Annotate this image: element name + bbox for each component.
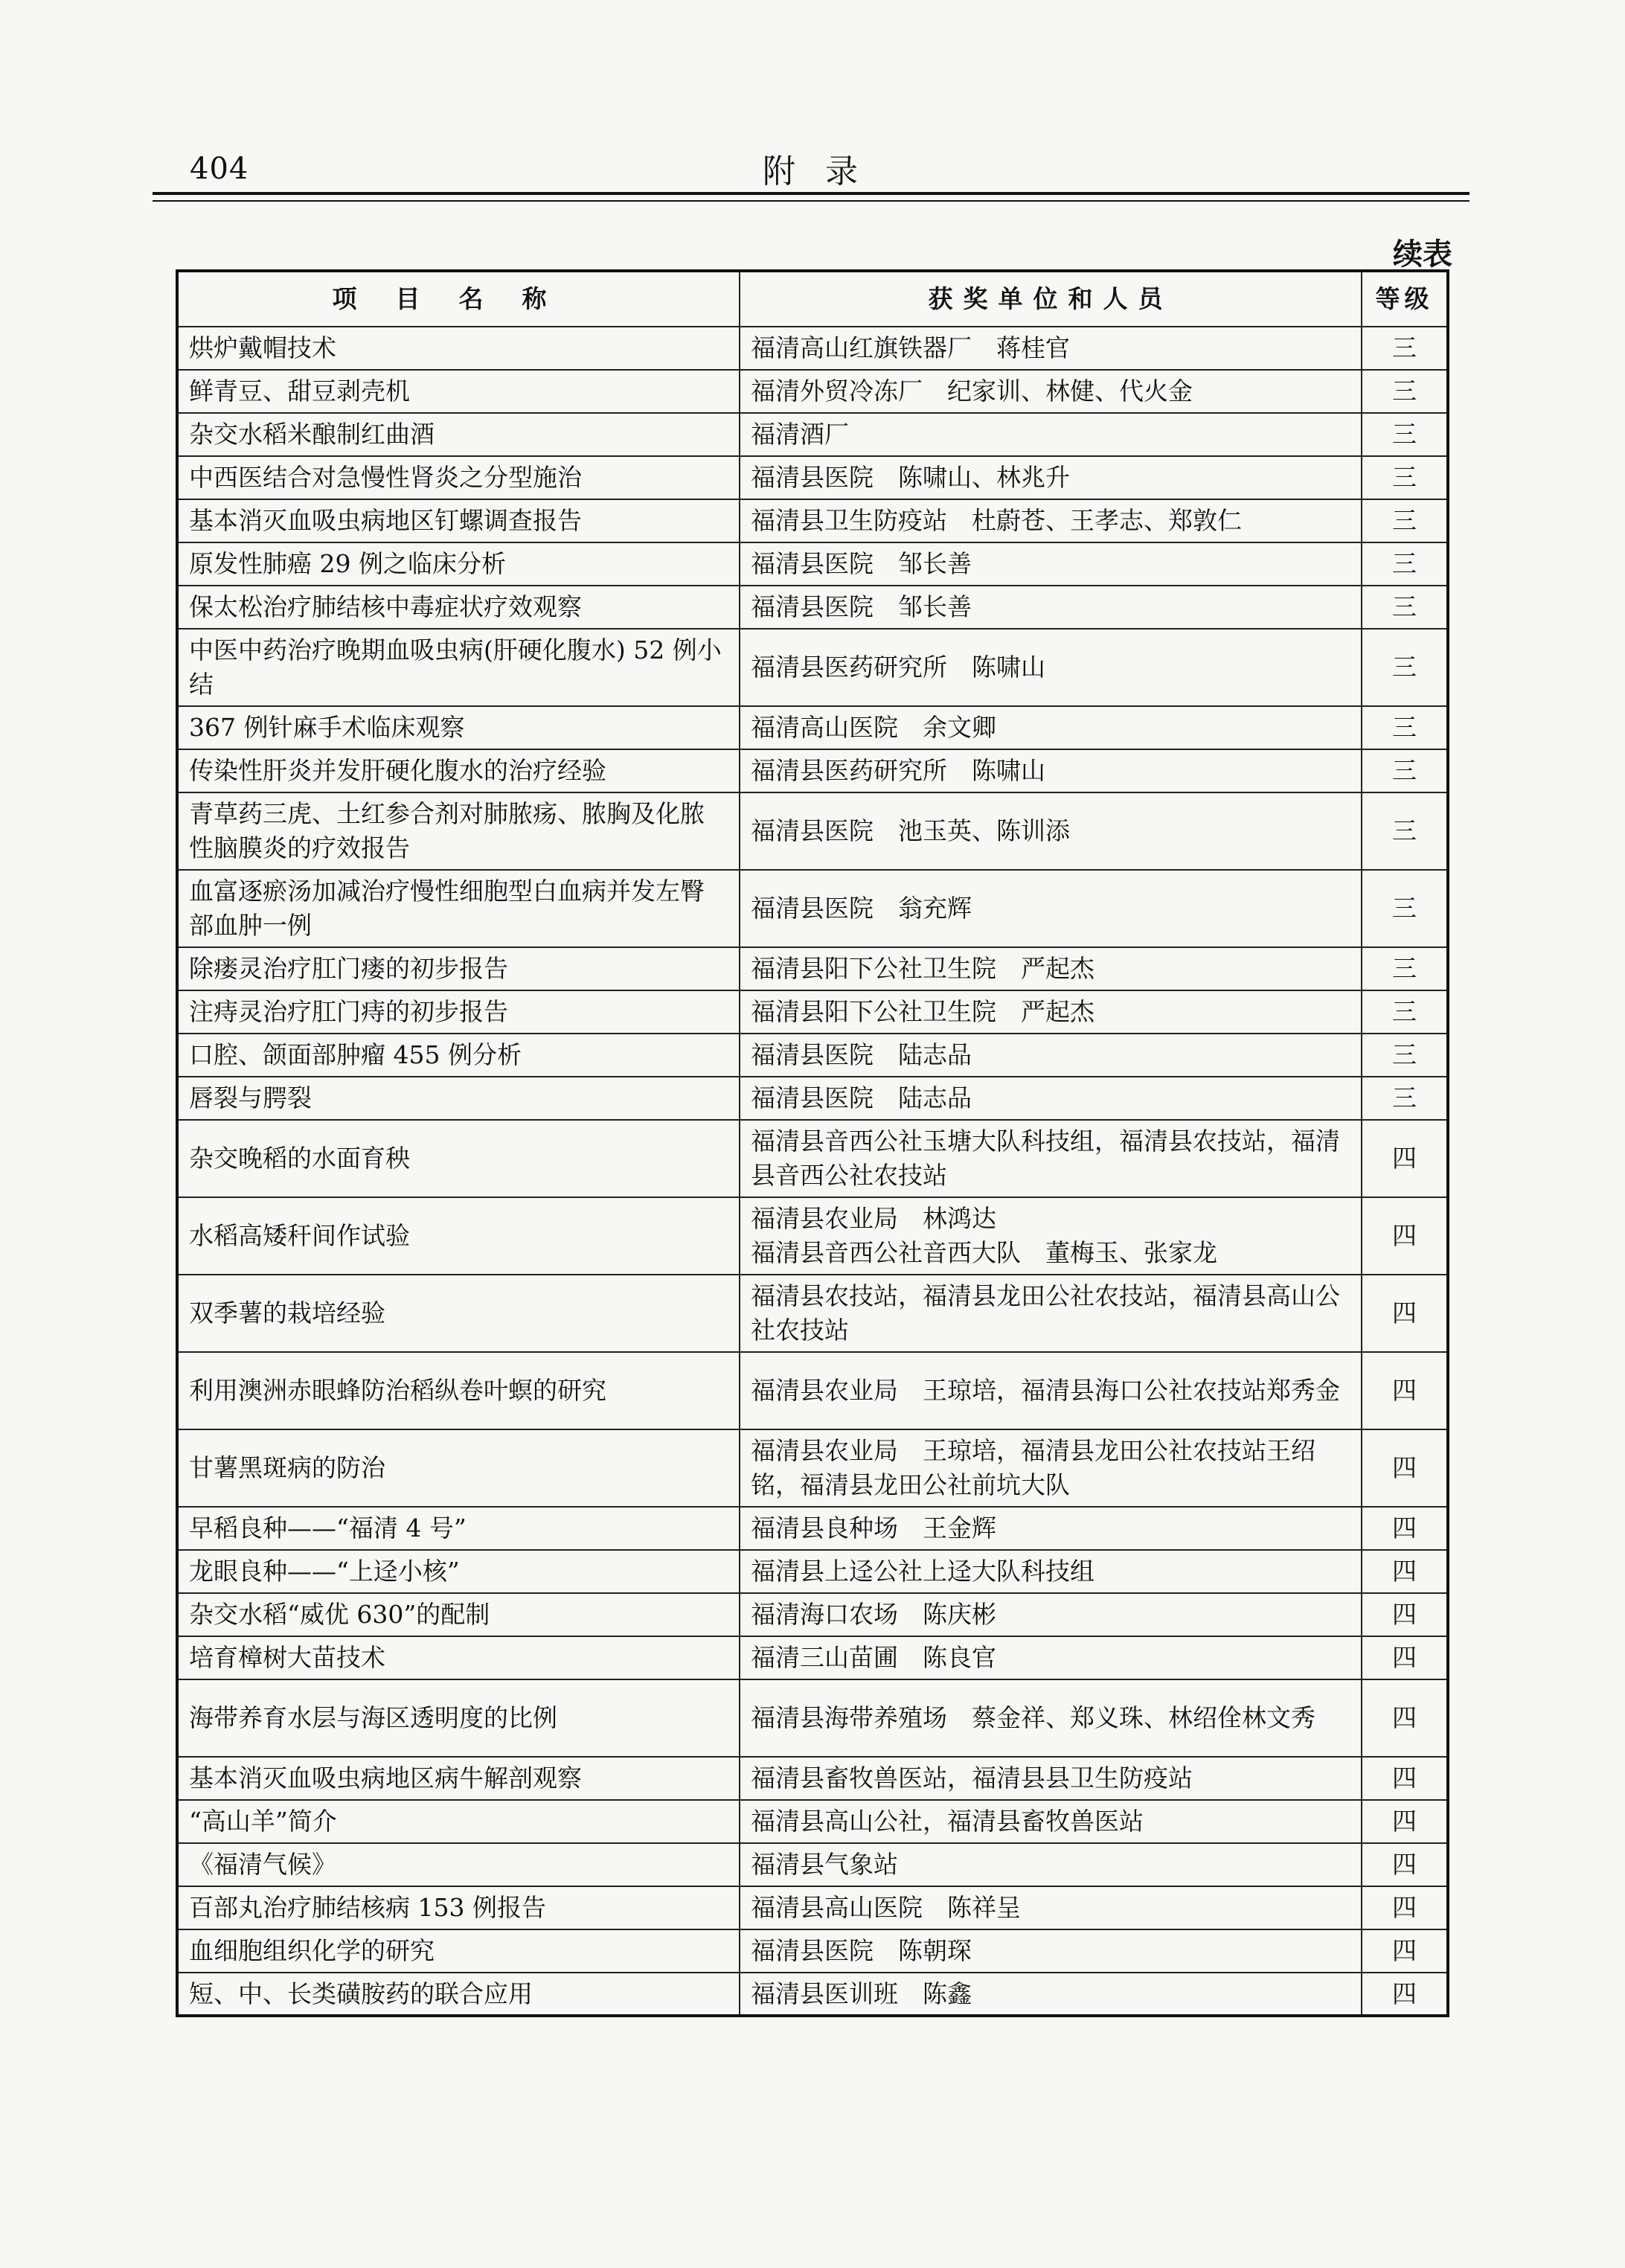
grade-cell: 三 xyxy=(1362,870,1448,947)
project-name-cell: 注痔灵治疗肛门痔的初步报告 xyxy=(177,990,740,1034)
grade-cell: 三 xyxy=(1362,1077,1448,1120)
award-unit-cell: 福清酒厂 xyxy=(740,413,1362,456)
project-name-cell: 367 例针麻手术临床观察 xyxy=(177,706,740,749)
table-row xyxy=(177,542,1448,586)
table-row xyxy=(177,1120,1448,1197)
table-row xyxy=(177,370,1448,413)
project-name-cell: 龙眼良种——“上迳小核” xyxy=(177,1550,740,1593)
table-row xyxy=(177,1593,1448,1636)
section-title: 附录 xyxy=(763,153,888,190)
award-unit-cell: 福清县医药研究所 陈啸山 xyxy=(740,629,1362,706)
table-row xyxy=(177,586,1448,629)
project-name-cell: 中西医结合对急慢性肾炎之分型施治 xyxy=(177,456,740,499)
project-name-cell: 双季薯的栽培经验 xyxy=(177,1275,740,1352)
grade-cell: 三 xyxy=(1362,792,1448,870)
project-name-cell: 杂交晚稻的水面育秧 xyxy=(177,1120,740,1197)
table-row xyxy=(177,792,1448,870)
project-name-cell: 《福清气候》 xyxy=(177,1843,740,1886)
column-header-name: 项目名称 xyxy=(177,271,740,327)
grade-cell: 三 xyxy=(1362,586,1448,629)
award-unit-cell: 福清县医院 陆志品 xyxy=(740,1034,1362,1077)
project-name-cell: 杂交水稻“威优 630”的配制 xyxy=(177,1593,740,1636)
table-row xyxy=(177,1429,1448,1507)
grade-cell: 三 xyxy=(1362,413,1448,456)
award-unit-cell: 福清县医院 陆志品 xyxy=(740,1077,1362,1120)
grade-cell: 四 xyxy=(1362,1636,1448,1679)
project-name-cell: 水稻高矮秆间作试验 xyxy=(177,1197,740,1275)
award-unit-cell: 福清县医院 池玉英、陈训添 xyxy=(740,792,1362,870)
award-unit-cell: 福清县医院 翁充辉 xyxy=(740,870,1362,947)
project-name-cell: 基本消灭血吸虫病地区病牛解剖观察 xyxy=(177,1757,740,1800)
grade-cell: 三 xyxy=(1362,706,1448,749)
award-unit-cell: 福清外贸冷冻厂 纪家训、林健、代火金 xyxy=(740,370,1362,413)
table-row xyxy=(177,706,1448,749)
project-name-cell: 血富逐瘀汤加减治疗慢性细胞型白血病并发左臀部血肿一例 xyxy=(177,870,740,947)
grade-cell: 四 xyxy=(1362,1800,1448,1843)
award-unit-cell: 福清县畜牧兽医站，福清县县卫生防疫站 xyxy=(740,1757,1362,1800)
table-row xyxy=(177,1929,1448,1973)
grade-cell: 四 xyxy=(1362,1197,1448,1275)
table-row xyxy=(177,1843,1448,1886)
table-row xyxy=(177,413,1448,456)
table-row xyxy=(177,1077,1448,1120)
project-name-cell: 鲜青豆、甜豆剥壳机 xyxy=(177,370,740,413)
award-unit-cell: 福清县医院 陈啸山、林兆升 xyxy=(740,456,1362,499)
award-unit-cell: 福清三山苗圃 陈良官 xyxy=(740,1636,1362,1679)
grade-cell: 三 xyxy=(1362,327,1448,370)
table-row xyxy=(177,456,1448,499)
project-name-cell: 短、中、长类磺胺药的联合应用 xyxy=(177,1973,740,2016)
project-name-cell: 甘薯黑斑病的防治 xyxy=(177,1429,740,1507)
award-unit-cell: 福清县音西公社玉塘大队科技组，福清县农技站，福清县音西公社农技站 xyxy=(740,1120,1362,1197)
grade-cell: 四 xyxy=(1362,1120,1448,1197)
award-unit-cell: 福清县上迳公社上迳大队科技组 xyxy=(740,1550,1362,1593)
table-row xyxy=(177,327,1448,370)
award-unit-cell: 福清县农技站，福清县龙田公社农技站，福清县高山公社农技站 xyxy=(740,1275,1362,1352)
award-unit-cell: 福清高山医院 余文卿 xyxy=(740,706,1362,749)
project-name-cell: 烘炉戴帽技术 xyxy=(177,327,740,370)
grade-cell: 三 xyxy=(1362,749,1448,792)
grade-cell: 四 xyxy=(1362,1843,1448,1886)
table-row xyxy=(177,1973,1448,2016)
award-unit-cell: 福清县医训班 陈鑫 xyxy=(740,1973,1362,2016)
award-unit-cell: 福清高山红旗铁器厂 蒋桂官 xyxy=(740,327,1362,370)
grade-cell: 四 xyxy=(1362,1429,1448,1507)
project-name-cell: 杂交水稻米酿制红曲酒 xyxy=(177,413,740,456)
table-row xyxy=(177,1034,1448,1077)
project-name-cell: 唇裂与腭裂 xyxy=(177,1077,740,1120)
table-row xyxy=(177,990,1448,1034)
column-header-unit: 获奖单位和人员 xyxy=(740,271,1362,327)
grade-cell: 三 xyxy=(1362,990,1448,1034)
table-row xyxy=(177,499,1448,542)
table-header-row xyxy=(177,271,1448,327)
table-body xyxy=(177,327,1448,2016)
grade-cell: 三 xyxy=(1362,370,1448,413)
award-unit-cell: 福清县医院 邹长善 xyxy=(740,542,1362,586)
awards-table xyxy=(176,269,1449,2017)
award-unit-cell: 福清县医院 陈朝琛 xyxy=(740,1929,1362,1973)
project-name-cell: 传染性肝炎并发肝硬化腹水的治疗经验 xyxy=(177,749,740,792)
grade-cell: 四 xyxy=(1362,1886,1448,1929)
table-row xyxy=(177,1197,1448,1275)
grade-cell: 四 xyxy=(1362,1352,1448,1429)
grade-cell: 三 xyxy=(1362,499,1448,542)
project-name-cell: “高山羊”简介 xyxy=(177,1800,740,1843)
project-name-cell: 海带养育水层与海区透明度的比例 xyxy=(177,1679,740,1757)
award-unit-cell: 福清县良种场 王金辉 xyxy=(740,1507,1362,1550)
project-name-cell: 口腔、颌面部肿瘤 455 例分析 xyxy=(177,1034,740,1077)
page-number: 404 xyxy=(190,152,249,186)
project-name-cell: 血细胞组织化学的研究 xyxy=(177,1929,740,1973)
award-unit-cell: 福清县高山医院 陈祥呈 xyxy=(740,1886,1362,1929)
grade-cell: 四 xyxy=(1362,1550,1448,1593)
award-unit-cell: 福清县农业局 王琼培，福清县龙田公社农技站王绍铭，福清县龙田公社前坑大队 xyxy=(740,1429,1362,1507)
award-unit-cell: 福清县医药研究所 陈啸山 xyxy=(740,749,1362,792)
table-row xyxy=(177,1550,1448,1593)
table-row xyxy=(177,1275,1448,1352)
table-row xyxy=(177,749,1448,792)
table-row xyxy=(177,1886,1448,1929)
award-unit-cell: 福清县高山公社，福清县畜牧兽医站 xyxy=(740,1800,1362,1843)
award-unit-cell: 福清县阳下公社卫生院 严起杰 xyxy=(740,990,1362,1034)
award-unit-cell: 福清县阳下公社卫生院 严起杰 xyxy=(740,947,1362,990)
award-unit-cell: 福清县海带养殖场 蔡金祥、郑义珠、林绍佺林文秀 xyxy=(740,1679,1362,1757)
table-row xyxy=(177,629,1448,706)
table-row xyxy=(177,1352,1448,1429)
grade-cell: 四 xyxy=(1362,1757,1448,1800)
award-unit-cell: 福清县医院 邹长善 xyxy=(740,586,1362,629)
grade-cell: 四 xyxy=(1362,1275,1448,1352)
header-rule xyxy=(153,192,1469,202)
award-unit-cell: 福清县农业局 王琼培，福清县海口公社农技站郑秀金 xyxy=(740,1352,1362,1429)
project-name-cell: 百部丸治疗肺结核病 153 例报告 xyxy=(177,1886,740,1929)
project-name-cell: 基本消灭血吸虫病地区钉螺调查报告 xyxy=(177,499,740,542)
project-name-cell: 原发性肺癌 29 例之临床分析 xyxy=(177,542,740,586)
column-header-grade: 等级 xyxy=(1362,271,1448,327)
award-unit-cell: 福清县卫生防疫站 杜蔚苍、王孝志、郑敦仁 xyxy=(740,499,1362,542)
grade-cell: 三 xyxy=(1362,542,1448,586)
project-name-cell: 中医中药治疗晚期血吸虫病(肝硬化腹水) 52 例小结 xyxy=(177,629,740,706)
project-name-cell: 早稻良种——“福清 4 号” xyxy=(177,1507,740,1550)
continued-label: 续表 xyxy=(1393,237,1452,272)
award-unit-cell: 福清县气象站 xyxy=(740,1843,1362,1886)
grade-cell: 四 xyxy=(1362,1679,1448,1757)
project-name-cell: 保太松治疗肺结核中毒症状疗效观察 xyxy=(177,586,740,629)
award-unit-cell: 福清海口农场 陈庆彬 xyxy=(740,1593,1362,1636)
page-header xyxy=(153,141,1469,193)
project-name-cell: 除瘘灵治疗肛门瘘的初步报告 xyxy=(177,947,740,990)
table-row xyxy=(177,1679,1448,1757)
table-row xyxy=(177,1636,1448,1679)
project-name-cell: 利用澳洲赤眼蜂防治稻纵卷叶螟的研究 xyxy=(177,1352,740,1429)
grade-cell: 三 xyxy=(1362,1034,1448,1077)
table-row xyxy=(177,1757,1448,1800)
grade-cell: 四 xyxy=(1362,1929,1448,1973)
grade-cell: 三 xyxy=(1362,947,1448,990)
grade-cell: 四 xyxy=(1362,1593,1448,1636)
table-row xyxy=(177,870,1448,947)
award-unit-cell: 福清县农业局 林鸿达 福清县音西公社音西大队 董梅玉、张家龙 xyxy=(740,1197,1362,1275)
grade-cell: 四 xyxy=(1362,1507,1448,1550)
grade-cell: 三 xyxy=(1362,629,1448,706)
project-name-cell: 培育樟树大苗技术 xyxy=(177,1636,740,1679)
grade-cell: 四 xyxy=(1362,1973,1448,2016)
table-row xyxy=(177,1800,1448,1843)
table-row xyxy=(177,1507,1448,1550)
grade-cell: 三 xyxy=(1362,456,1448,499)
project-name-cell: 青草药三虎、土红参合剂对肺脓疡、脓胸及化脓性脑膜炎的疗效报告 xyxy=(177,792,740,870)
table-row xyxy=(177,947,1448,990)
